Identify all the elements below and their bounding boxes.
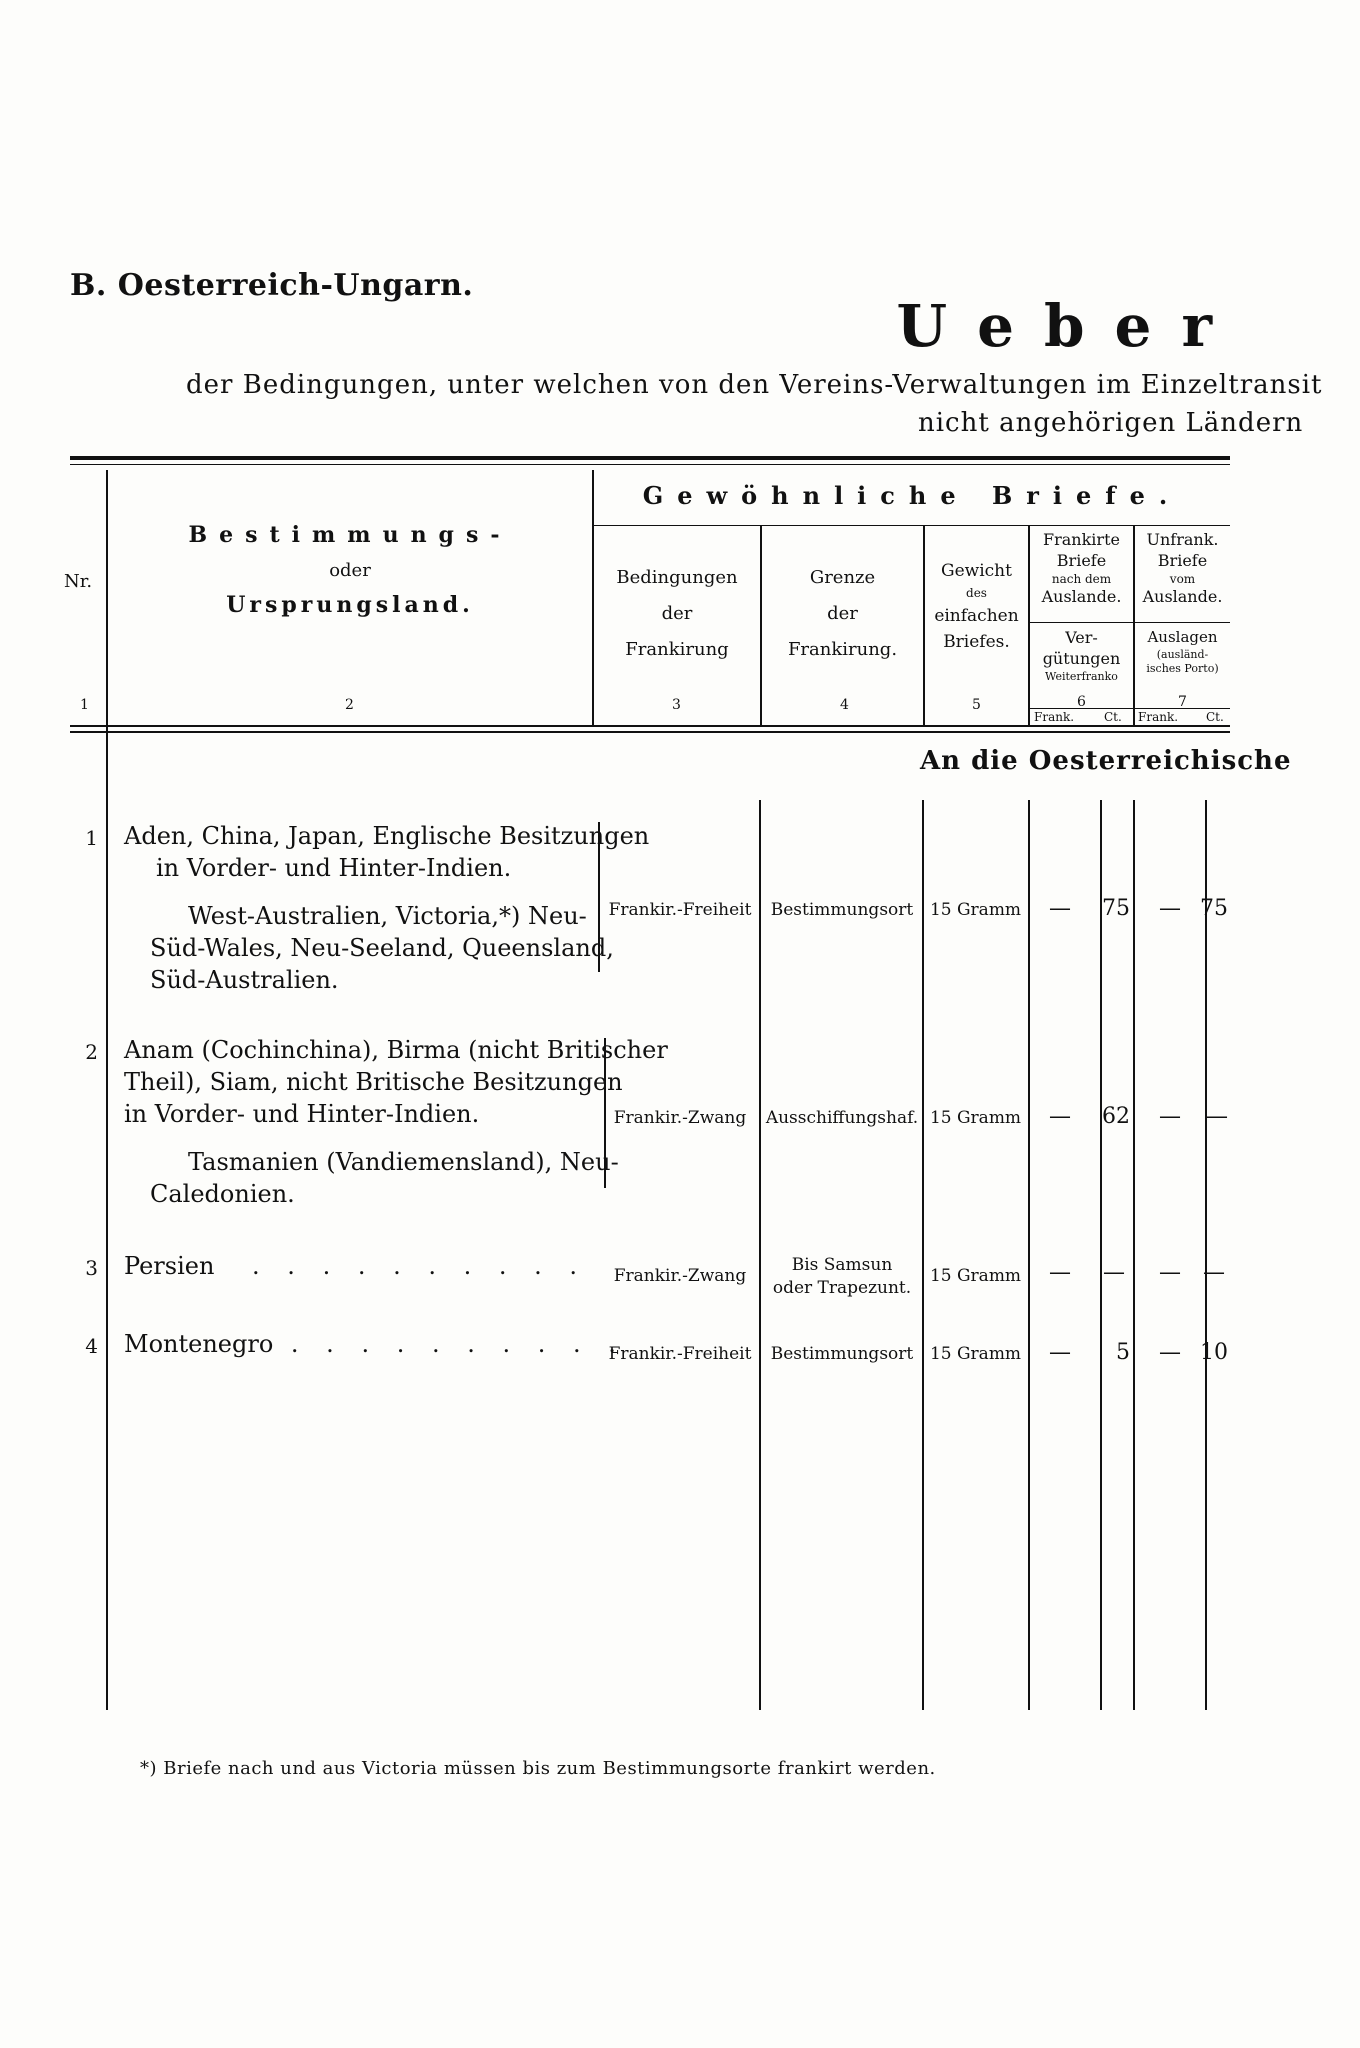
row-2-c7-frank: — xyxy=(1159,1104,1181,1129)
col-number-3: 3 xyxy=(672,697,681,713)
header-weight xyxy=(925,558,1028,656)
header-country-line-3: Ursprungsland. xyxy=(226,592,474,618)
row-1-weight: 15 Gramm xyxy=(929,900,1022,920)
row-3-leader-dots: . . . . . . . . . . xyxy=(252,1252,587,1280)
table-top-rule-thick xyxy=(70,456,1230,460)
header-frankirt-sub-3: Weiterfranko xyxy=(1045,669,1118,683)
header-bottom-rule-1 xyxy=(70,725,1230,727)
row-1-c7-ct: 75 xyxy=(1200,896,1228,921)
row-3-country xyxy=(124,1250,587,1282)
col-divider-nr xyxy=(106,470,108,1710)
header-unfrank-line-3: vom xyxy=(1169,571,1196,586)
header-weight-line-1: Gewicht xyxy=(941,561,1012,581)
row-1-country-b-line-1: West-Australien, Victoria,*) Neu- xyxy=(188,902,587,930)
header-cond-line-1: Bedingungen xyxy=(616,567,738,588)
row-2-country-a-line-3: in Vorder- und Hinter-Indien. xyxy=(124,1100,480,1128)
row-1-country-b-line-3: Süd-Australien. xyxy=(150,966,339,994)
body-divider-7ct xyxy=(1205,800,1207,1710)
header-unfrank xyxy=(1135,530,1230,608)
header-limit xyxy=(762,560,923,668)
header-weight-line-2: des xyxy=(966,586,987,601)
unit-rule xyxy=(1028,708,1230,709)
row-2-weight: 15 Gramm xyxy=(929,1108,1022,1128)
header-weight-line-4: Briefes. xyxy=(943,632,1010,653)
header-nr: Nr. xyxy=(63,571,93,592)
row-3-cond: Frankir.-Zwang xyxy=(613,1266,747,1286)
row-1-nr: 1 xyxy=(85,826,98,850)
row-3-c7-frank: — xyxy=(1159,1260,1181,1285)
row-3-limit xyxy=(762,1254,922,1300)
table-top-rule-thin xyxy=(70,464,1230,465)
row-3-limit-line-1: Bis Samsun xyxy=(791,1255,893,1275)
header-country xyxy=(110,516,590,625)
row-1-c6-frank: — xyxy=(1049,896,1071,921)
header-limit-line-1: Grenze xyxy=(809,567,876,588)
row-4-weight: 15 Gramm xyxy=(929,1344,1022,1364)
row-1-c7-frank: — xyxy=(1159,896,1181,921)
row-3-nr: 3 xyxy=(85,1256,98,1280)
row-3-c6-frank: — xyxy=(1049,1260,1071,1285)
header-unfrank-sub xyxy=(1135,628,1230,676)
row-3-country-name: Persien xyxy=(124,1252,215,1280)
row-2-country-a xyxy=(124,1034,668,1130)
footnote: *) Briefe nach und aus Victoria müssen bis zum Bestimmungsorte frankirt werden. xyxy=(140,1758,936,1779)
header-unfrank-sub-2: (ausländ- xyxy=(1156,647,1209,661)
row-3-limit-line-2: oder Trapezunt. xyxy=(772,1277,912,1298)
header-frankirt-sub xyxy=(1030,628,1133,684)
row-4-cond: Frankir.-Freiheit xyxy=(608,1344,752,1364)
row-4-country xyxy=(124,1328,626,1360)
row-3-c7-ct: — xyxy=(1203,1260,1225,1285)
header-frankirt-line-2: Briefe xyxy=(1056,550,1107,570)
header-country-line-1: Bestimmungs- xyxy=(188,522,512,548)
row-4-leader-dots: . . . . . . . . . . xyxy=(290,1330,626,1358)
header-bottom-rule-2 xyxy=(70,731,1230,733)
header-cond xyxy=(594,560,760,668)
row-4-c7-ct: 10 xyxy=(1200,1340,1228,1365)
row-4-c7-frank: — xyxy=(1159,1340,1181,1365)
col-number-5: 5 xyxy=(972,697,981,713)
price-subheader-rule xyxy=(1028,622,1230,623)
header-weight-line-3: einfachen xyxy=(934,605,1019,626)
row-2-nr: 2 xyxy=(85,1040,98,1064)
row-2-cond: Frankir.-Zwang xyxy=(613,1108,747,1128)
subtitle-line-1: der Bedingungen, unter welchen von den Vereins-Verwaltungen im Einzeltransit xyxy=(186,370,1323,400)
row-1-brace xyxy=(598,822,600,972)
row-2-country-b xyxy=(150,1146,619,1210)
header-cond-line-2: der xyxy=(661,603,693,624)
col-number-7: 7 xyxy=(1178,694,1187,710)
header-frankirt xyxy=(1030,530,1133,608)
row-1-limit: Bestimmungsort xyxy=(770,900,914,920)
row-2-country-b-line-2: Caledonien. xyxy=(150,1180,295,1208)
table-banner: An die Oesterreichische xyxy=(920,746,1292,776)
row-3-c6-ct: — xyxy=(1103,1260,1125,1285)
unit-ct-7: Ct. xyxy=(1206,710,1224,724)
header-limit-line-3: Frankirung. xyxy=(787,639,898,660)
body-divider-cond xyxy=(759,800,761,1710)
row-1-country-a-line-2: in Vorder- und Hinter-Indien. xyxy=(156,854,512,882)
row-4-nr: 4 xyxy=(85,1334,98,1358)
header-frankirt-sub-2: gütungen xyxy=(1042,648,1121,668)
body-divider-limit xyxy=(922,800,924,1710)
col-number-2: 2 xyxy=(345,697,354,713)
row-4-country-name: Montenegro xyxy=(124,1330,274,1358)
col-number-1: 1 xyxy=(80,697,89,713)
unit-frank-7: Frank. xyxy=(1138,710,1179,724)
header-unfrank-sub-3: isches Porto) xyxy=(1146,661,1219,675)
row-3-weight: 15 Gramm xyxy=(929,1266,1022,1286)
section-title: B. Oesterreich-Ungarn. xyxy=(70,268,474,303)
row-1-country-b-line-2: Süd-Wales, Neu-Seeland, Queensland, xyxy=(150,934,614,962)
row-2-c6-ct: 62 xyxy=(1102,1104,1130,1129)
header-limit-line-2: der xyxy=(827,603,858,624)
unit-frank-6: Frank. xyxy=(1034,710,1075,724)
header-unfrank-line-1: Unfrank. xyxy=(1146,530,1219,549)
header-unfrank-line-4: Auslande. xyxy=(1142,587,1223,607)
body-divider-6ct xyxy=(1100,800,1102,1710)
page-heading: Ueber xyxy=(896,292,1242,360)
header-group: Gewöhnliche Briefe. xyxy=(642,481,1182,510)
row-2-limit: Ausschiffungshaf. xyxy=(765,1108,919,1128)
row-4-c6-frank: — xyxy=(1049,1340,1071,1365)
row-1-c6-ct: 75 xyxy=(1102,896,1130,921)
row-4-c6-ct: 5 xyxy=(1116,1340,1130,1365)
header-unfrank-sub-1: Auslagen xyxy=(1147,628,1218,646)
row-1-country-b xyxy=(150,900,614,996)
subtitle-line-2: nicht angehörigen Ländern xyxy=(918,408,1304,438)
body-divider-frank xyxy=(1133,800,1135,1710)
row-2-c7-ct: — xyxy=(1206,1104,1228,1129)
col-number-6: 6 xyxy=(1077,694,1086,710)
col-number-4: 4 xyxy=(840,697,849,713)
header-frankirt-line-1: Frankirte xyxy=(1043,530,1120,549)
row-2-country-a-line-1: Anam (Cochinchina), Birma (nicht Britischer xyxy=(124,1036,668,1064)
row-1-country-a xyxy=(124,820,649,884)
header-unfrank-line-2: Briefe xyxy=(1157,550,1208,570)
header-country-line-2: oder xyxy=(329,559,371,581)
row-1-cond: Frankir.-Freiheit xyxy=(608,900,752,920)
body-divider-weight xyxy=(1028,800,1030,1710)
header-frankirt-line-4: Auslande. xyxy=(1041,587,1122,607)
row-2-country-a-line-2: Theil), Siam, nicht Britische Besitzungen xyxy=(124,1068,623,1096)
row-1-country-a-line-1: Aden, China, Japan, Englische Besitzungen xyxy=(124,822,650,850)
header-cond-line-3: Frankirung xyxy=(625,639,729,660)
row-4-limit: Bestimmungsort xyxy=(770,1344,914,1364)
row-2-c6-frank: — xyxy=(1049,1104,1071,1129)
header-frankirt-line-3: nach dem xyxy=(1051,571,1112,586)
header-frankirt-sub-1: Ver- xyxy=(1065,628,1098,647)
row-2-country-b-line-1: Tasmanien (Vandiemensland), Neu- xyxy=(188,1148,619,1176)
unit-ct-6: Ct. xyxy=(1104,710,1122,724)
